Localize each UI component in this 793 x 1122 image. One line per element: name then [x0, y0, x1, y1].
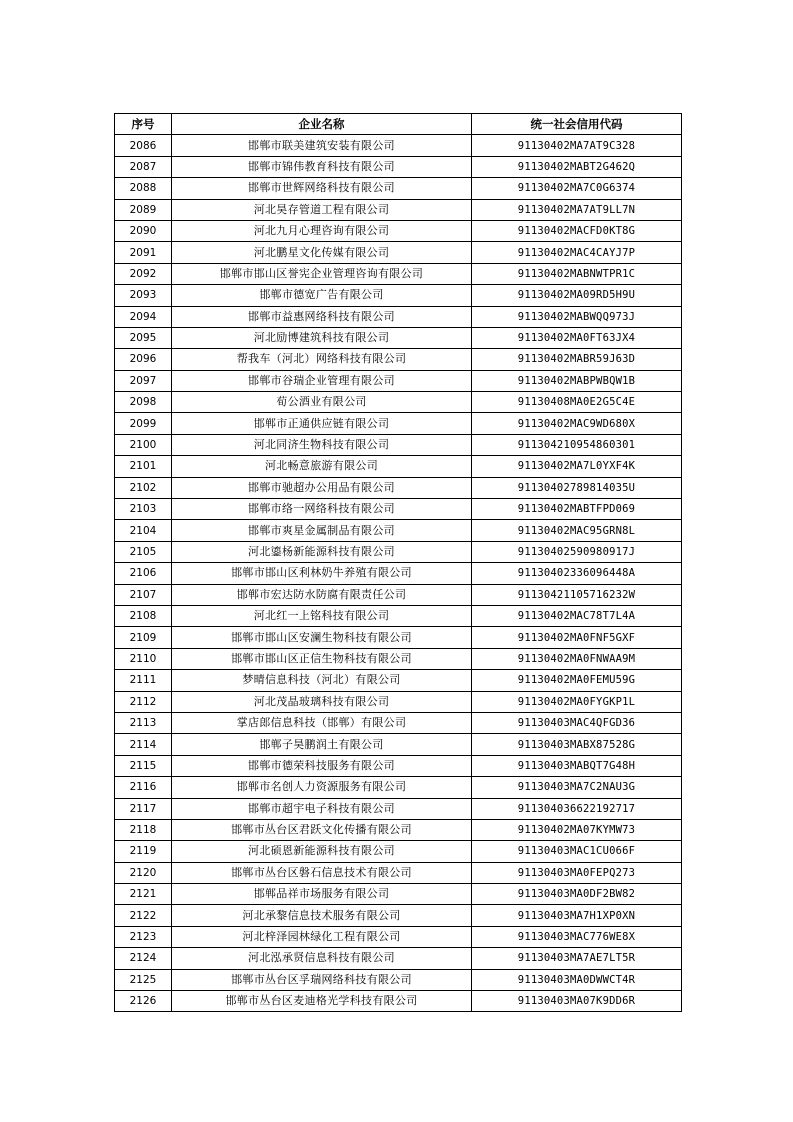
row-seq: 2102: [115, 477, 172, 498]
table-row: [115, 520, 682, 541]
table-body: [115, 135, 682, 1012]
row-seq: 2110: [115, 648, 172, 669]
table-row: [115, 477, 682, 498]
row-seq: 2118: [115, 819, 172, 840]
row-credit-code: 91130402MAC9WD680X: [472, 413, 682, 434]
row-credit-code: 91130402MABT2G462Q: [472, 156, 682, 177]
row-company-name: 邯郸市邯山区正信生物科技有限公司: [172, 648, 472, 669]
table-row: [115, 605, 682, 626]
table-row: [115, 905, 682, 926]
table-row: [115, 884, 682, 905]
table-row: [115, 798, 682, 819]
row-company-name: 梦晴信息科技（河北）有限公司: [172, 670, 472, 691]
table-row: [115, 392, 682, 413]
table-row: [115, 499, 682, 520]
row-company-name: 邯郸市谷瑞企业管理有限公司: [172, 370, 472, 391]
row-company-name: 邯郸市邯山区誉宪企业管理咨询有限公司: [172, 263, 472, 284]
row-seq: 2117: [115, 798, 172, 819]
row-credit-code: 91130403MA7AE7LT5R: [472, 948, 682, 969]
row-credit-code: 91130402MA09RD5H9U: [472, 285, 682, 306]
header-name: 企业名称: [172, 114, 472, 135]
row-credit-code: 91130421105716232W: [472, 584, 682, 605]
row-credit-code: 91130403MAC776WE8X: [472, 926, 682, 947]
row-credit-code: 91130403MAC4QFGD36: [472, 712, 682, 733]
row-credit-code: 91130402MA0FEMU59G: [472, 670, 682, 691]
row-seq: 2089: [115, 199, 172, 220]
row-company-name: 邯郸市超宇电子科技有限公司: [172, 798, 472, 819]
row-credit-code: 91130402MABWQQ973J: [472, 306, 682, 327]
row-credit-code: 91130402336096448A: [472, 563, 682, 584]
row-seq: 2107: [115, 584, 172, 605]
row-company-name: 河北承黎信息技术服务有限公司: [172, 905, 472, 926]
table-row: [115, 285, 682, 306]
row-company-name: 河北昊存管道工程有限公司: [172, 199, 472, 220]
row-company-name: 邯郸市益惠网络科技有限公司: [172, 306, 472, 327]
row-seq: 2116: [115, 777, 172, 798]
row-credit-code: 91130403MA0DWWCT4R: [472, 969, 682, 990]
table-row: [115, 220, 682, 241]
row-credit-code: 91130402MABR59J63D: [472, 349, 682, 370]
row-credit-code: 91130402789814035U: [472, 477, 682, 498]
row-company-name: 邯郸市邯山区利林奶牛养殖有限公司: [172, 563, 472, 584]
row-company-name: 河北畅意旅游有限公司: [172, 456, 472, 477]
header-code: 统一社会信用代码: [472, 114, 682, 135]
row-seq: 2100: [115, 434, 172, 455]
row-company-name: 邯郸市络一网络科技有限公司: [172, 499, 472, 520]
table-header-row: [115, 114, 682, 135]
table-row: [115, 691, 682, 712]
row-company-name: 邯郸子昊鹏润土有限公司: [172, 734, 472, 755]
row-company-name: 河北泓承贤信息科技有限公司: [172, 948, 472, 969]
row-company-name: 河北九月心理咨询有限公司: [172, 220, 472, 241]
table-row: [115, 819, 682, 840]
table-row: [115, 648, 682, 669]
table-row: [115, 670, 682, 691]
row-company-name: 邯郸市丛台区磐石信息技术有限公司: [172, 862, 472, 883]
row-company-name: 邯郸市德宽广告有限公司: [172, 285, 472, 306]
table-row: [115, 712, 682, 733]
row-credit-code: 911304210954860301: [472, 434, 682, 455]
table-row: [115, 948, 682, 969]
row-credit-code: 91130402MA0FYGKP1L: [472, 691, 682, 712]
row-seq: 2103: [115, 499, 172, 520]
table-row: [115, 563, 682, 584]
row-company-name: 邯郸市驰超办公用品有限公司: [172, 477, 472, 498]
table-row: [115, 926, 682, 947]
row-seq: 2097: [115, 370, 172, 391]
row-seq: 2095: [115, 327, 172, 348]
row-seq: 2124: [115, 948, 172, 969]
row-credit-code: 91130402MA07KYMW73: [472, 819, 682, 840]
row-company-name: 掌店郎信息科技（邯郸）有限公司: [172, 712, 472, 733]
row-company-name: 河北同济生物科技有限公司: [172, 434, 472, 455]
row-credit-code: 91130403MABQT7G48H: [472, 755, 682, 776]
row-seq: 2086: [115, 135, 172, 156]
row-company-name: 河北茂晶玻璃科技有限公司: [172, 691, 472, 712]
row-seq: 2123: [115, 926, 172, 947]
table-row: [115, 777, 682, 798]
table-row: [115, 135, 682, 156]
table-row: [115, 306, 682, 327]
row-credit-code: 91130403MA0FEPQ273: [472, 862, 682, 883]
header-seq: 序号: [115, 114, 172, 135]
table-row: [115, 178, 682, 199]
row-credit-code: 91130403MA7C2NAU3G: [472, 777, 682, 798]
row-seq: 2094: [115, 306, 172, 327]
table-row: [115, 755, 682, 776]
table-row: [115, 969, 682, 990]
row-credit-code: 91130402MA7L0YXF4K: [472, 456, 682, 477]
row-credit-code: 91130402MA0FT63JX4: [472, 327, 682, 348]
row-credit-code: 91130402MACFD0KT8G: [472, 220, 682, 241]
row-company-name: 河北鹏星文化传媒有限公司: [172, 242, 472, 263]
row-seq: 2112: [115, 691, 172, 712]
row-company-name: 邯郸市锦伟教育科技有限公司: [172, 156, 472, 177]
table-row: [115, 263, 682, 284]
row-seq: 2092: [115, 263, 172, 284]
row-seq: 2099: [115, 413, 172, 434]
row-seq: 2126: [115, 991, 172, 1012]
row-company-name: 邯郸市名创人力资源服务有限公司: [172, 777, 472, 798]
table-row: [115, 862, 682, 883]
enterprise-table: [114, 113, 682, 1012]
row-credit-code: 91130402MAC78T7L4A: [472, 605, 682, 626]
row-seq: 2101: [115, 456, 172, 477]
row-seq: 2111: [115, 670, 172, 691]
table-row: [115, 156, 682, 177]
row-credit-code: 91130402MA7AT9C328: [472, 135, 682, 156]
row-credit-code: 91130402MA0FNWAA9M: [472, 648, 682, 669]
row-seq: 2104: [115, 520, 172, 541]
row-company-name: 邯郸市爽星金属制品有限公司: [172, 520, 472, 541]
table-row: [115, 734, 682, 755]
row-seq: 2088: [115, 178, 172, 199]
row-seq: 2115: [115, 755, 172, 776]
row-seq: 2114: [115, 734, 172, 755]
row-company-name: 邯郸市德荣科技服务有限公司: [172, 755, 472, 776]
table-row: [115, 327, 682, 348]
row-credit-code: 91130403MAC1CU066F: [472, 841, 682, 862]
table-row: [115, 991, 682, 1012]
row-seq: 2109: [115, 627, 172, 648]
row-credit-code: 91130402MAC4CAYJ7P: [472, 242, 682, 263]
row-seq: 2122: [115, 905, 172, 926]
document-page: [114, 113, 681, 1012]
row-seq: 2119: [115, 841, 172, 862]
row-company-name: 邯郸市丛台区君跃文化传播有限公司: [172, 819, 472, 840]
row-credit-code: 91130408MA0E2G5C4E: [472, 392, 682, 413]
row-credit-code: 911304036622192717: [472, 798, 682, 819]
row-company-name: 河北硕恩新能源科技有限公司: [172, 841, 472, 862]
row-seq: 2108: [115, 605, 172, 626]
row-company-name: 河北励博建筑科技有限公司: [172, 327, 472, 348]
table-row: [115, 584, 682, 605]
row-seq: 2120: [115, 862, 172, 883]
row-seq: 2121: [115, 884, 172, 905]
row-company-name: 河北梓泽园林绿化工程有限公司: [172, 926, 472, 947]
row-credit-code: 91130402590980917J: [472, 541, 682, 562]
row-company-name: 邯郸市联美建筑安装有限公司: [172, 135, 472, 156]
row-credit-code: 91130402MA7C0G6374: [472, 178, 682, 199]
table-row: [115, 199, 682, 220]
row-credit-code: 91130402MA7AT9LL7N: [472, 199, 682, 220]
table-row: [115, 456, 682, 477]
row-company-name: 邯郸品祥市场服务有限公司: [172, 884, 472, 905]
row-company-name: 邯郸市宏达防水防腐有限责任公司: [172, 584, 472, 605]
row-company-name: 邯郸市邯山区安澜生物科技有限公司: [172, 627, 472, 648]
row-seq: 2093: [115, 285, 172, 306]
table-row: [115, 349, 682, 370]
table-row: [115, 841, 682, 862]
row-seq: 2125: [115, 969, 172, 990]
row-credit-code: 91130402MABNWTPR1C: [472, 263, 682, 284]
table-row: [115, 434, 682, 455]
row-company-name: 邯郸市丛台区孚瑞网络科技有限公司: [172, 969, 472, 990]
row-seq: 2087: [115, 156, 172, 177]
row-company-name: 河北红一上铭科技有限公司: [172, 605, 472, 626]
row-seq: 2106: [115, 563, 172, 584]
row-company-name: 邯郸市正通供应链有限公司: [172, 413, 472, 434]
row-company-name: 邯郸市世辉网络科技有限公司: [172, 178, 472, 199]
table-row: [115, 541, 682, 562]
row-seq: 2091: [115, 242, 172, 263]
row-credit-code: 91130402MAC95GRN8L: [472, 520, 682, 541]
row-seq: 2113: [115, 712, 172, 733]
row-seq: 2090: [115, 220, 172, 241]
row-credit-code: 91130402MA0FNF5GXF: [472, 627, 682, 648]
row-credit-code: 91130402MABTFPD069: [472, 499, 682, 520]
row-credit-code: 91130403MABX87528G: [472, 734, 682, 755]
row-company-name: 河北鎏杨新能源科技有限公司: [172, 541, 472, 562]
table-row: [115, 242, 682, 263]
row-credit-code: 91130403MA7H1XP0XN: [472, 905, 682, 926]
row-company-name: 帮我车（河北）网络科技有限公司: [172, 349, 472, 370]
table-row: [115, 370, 682, 391]
row-credit-code: 91130402MABPWBQW1B: [472, 370, 682, 391]
row-seq: 2105: [115, 541, 172, 562]
table-row: [115, 627, 682, 648]
row-credit-code: 91130403MA07K9DD6R: [472, 991, 682, 1012]
row-company-name: 荀公酒业有限公司: [172, 392, 472, 413]
row-seq: 2096: [115, 349, 172, 370]
table-row: [115, 413, 682, 434]
row-seq: 2098: [115, 392, 172, 413]
row-company-name: 邯郸市丛台区麦迪格光学科技有限公司: [172, 991, 472, 1012]
row-credit-code: 91130403MA0DF2BW82: [472, 884, 682, 905]
